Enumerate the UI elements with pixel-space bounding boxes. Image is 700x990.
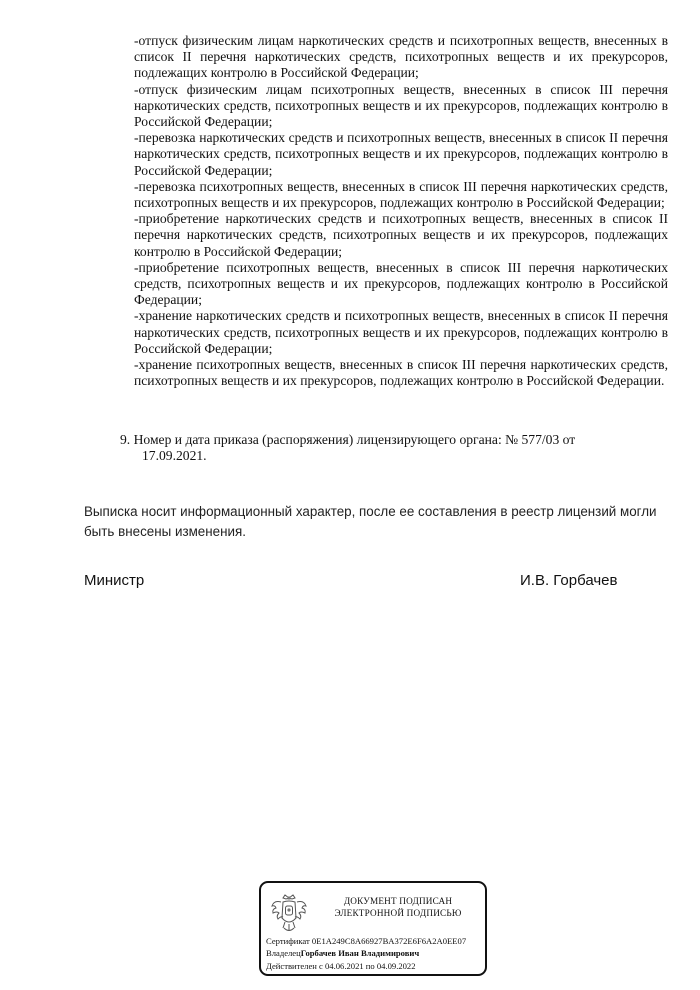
certificate-row <box>266 935 487 947</box>
activity-item: -хранение психотропных веществ, внесенных в список III перечня наркотических средств, психотропных веществ и их прекурсоров, подлежащих контролю в Российской Федерации. <box>134 357 668 389</box>
electronic-signature-stamp <box>259 881 487 976</box>
activity-item: -хранение наркотических средств и психотропных веществ, внесенных в список II перечня наркотических средств, психотропных веществ и их прекурсоров, подлежащих контролю в Российской Федерации; <box>134 308 668 356</box>
certificate-value: 0E1A249C8A66927BA372E6F6A2A0EE07 <box>311 936 467 946</box>
activity-item: -перевозка наркотических средств и психотропных веществ, внесенных в список II перечня наркотических средств, психотропных веществ и их прекурсоров, подлежащих контролю в Российской Федерации; <box>134 130 668 178</box>
activity-item: -отпуск физическим лицам психотропных веществ, внесенных в список III перечня наркотических средств, психотропных веществ и их прекурсоров, подлежащих контролю в Российской Федерации; <box>134 81 668 130</box>
activity-item: -перевозка психотропных веществ, внесенных в список III перечня наркотических средств, психотропных веществ и их прекурсоров, подлежащих контролю в Российской Федерации; <box>134 178 668 211</box>
validity-row: Действителен с 04.06.2021 по 04.09.2022 <box>266 960 416 971</box>
stamp-details <box>266 935 487 972</box>
order-number-item <box>120 432 640 465</box>
signatory-name: И.В. Горбачев <box>520 572 618 589</box>
activity-item: -приобретение наркотических средств и психотропных веществ, внесенных в список II перечня наркотических средств, психотропных веществ и их прекурсоров, подлежащих контролю в Российской Федерации; <box>134 211 668 259</box>
coat-of-arms-emblem-icon <box>269 892 309 936</box>
owner-value: Горбачев Иван Владимирович <box>300 948 420 959</box>
activity-item: -отпуск физическим лицам наркотических средств и психотропных веществ, внесенных в список II перечня наркотических средств, психотропных веществ и их прекурсоров, подлежащих контролю в Российской Федерации; <box>134 33 668 81</box>
stamp-heading-line: ЭЛЕКТРОННОЙ ПОДПИСЬЮ <box>334 908 462 918</box>
order-date: 17.09.2021. <box>142 448 207 464</box>
owner-row <box>266 947 487 959</box>
owner-label: Владелец <box>266 948 301 959</box>
signatory-title: Министр <box>84 572 145 589</box>
stamp-heading <box>313 895 483 919</box>
activities-list <box>134 33 668 389</box>
stamp-heading-line: ДОКУМЕНТ ПОДПИСАН <box>343 896 453 906</box>
order-number-line: 9. Номер и дата приказа (распоряжения) лицензирующего органа: № 577/03 от <box>120 432 576 447</box>
informational-note: Выписка носит информационный характер, после ее составления в реестр лицензий могли быть внесены изменения. <box>84 504 657 539</box>
activity-item: -приобретение психотропных веществ, внесенных в список III перечня наркотических средств, психотропных веществ и их прекурсоров, подлежащих контролю в Российской Федерации; <box>134 259 668 308</box>
certificate-label: Сертификат <box>266 936 310 946</box>
